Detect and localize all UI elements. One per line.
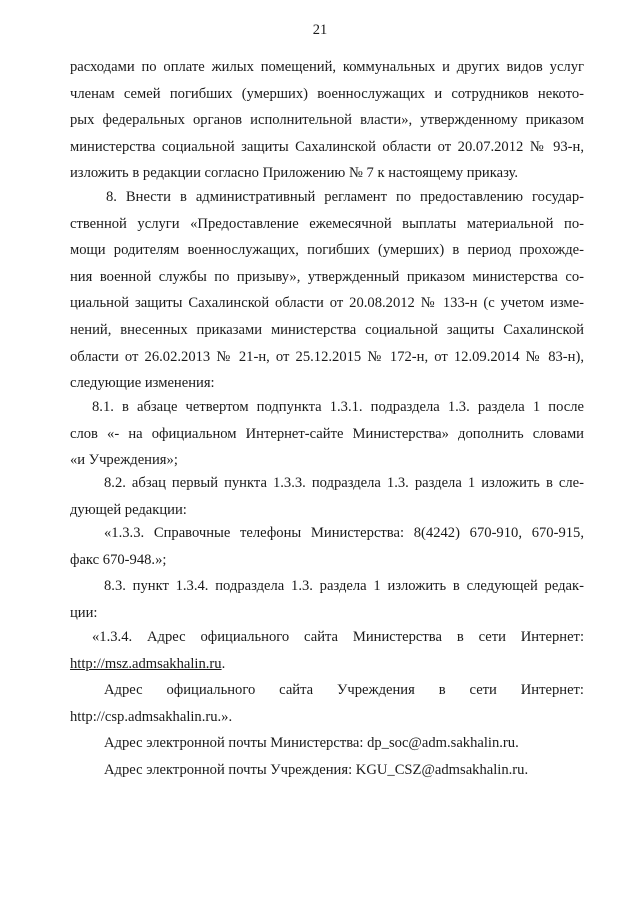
- text-line: [70, 651, 584, 678]
- text-line: рых федеральных органов исполнительной власти», утвержденному приказом: [70, 112, 584, 129]
- text-line: Адрес официального сайта Учреждения в сети Интернет:: [104, 682, 584, 698]
- paragraph-item-8-3: [70, 573, 584, 626]
- paragraph-institution-site: [70, 677, 584, 730]
- text-line: ния военной службы по призыву», утвержденный приказом министерства со-: [70, 268, 584, 285]
- text-line: http://csp.admsakhalin.ru.».: [70, 708, 233, 725]
- paragraph-item-8: [70, 184, 584, 397]
- text-line: 8.3. пункт 1.3.4. подраздела 1.3. раздела 1 изложить в следующей редак-: [104, 578, 584, 594]
- ministry-site-link[interactable]: http://msz.admsakhalin.ru: [70, 655, 222, 672]
- text-line: ственной услуги «Предоставление ежемесячной выплаты материальной по-: [70, 215, 584, 232]
- text-line: расходами по оплате жилых помещений, коммунальных и других видов услуг: [70, 59, 584, 75]
- text-line: дующей редакции:: [70, 501, 187, 518]
- text-line: министерства социальной защиты Сахалинской области от 20.07.2012 № 93-н,: [70, 138, 584, 155]
- paragraph-continuation: [70, 54, 584, 187]
- text-line: 8. Внести в административный регламент по предоставлению государ-: [106, 189, 584, 205]
- page-number: 21: [312, 22, 328, 38]
- paragraph-ministry-email: [70, 730, 584, 757]
- text-line: области от 26.02.2013 № 21-н, от 25.12.2015 № 172-н, от 12.09.2014 № 83-н),: [70, 348, 584, 365]
- text-line: ции:: [70, 604, 98, 621]
- text-line: членам семей погибших (умерших) военнослужащих и сотрудников некото-: [70, 85, 584, 102]
- paragraph-institution-email: [70, 757, 584, 784]
- text-line: 8.2. абзац первый пункта 1.3.3. подраздела 1.3. раздела 1 изложить в сле-: [104, 475, 584, 491]
- text-line: Адрес электронной почты Учреждения: KGU_CSZ@admsakhalin.ru.: [104, 762, 529, 778]
- text-line: «1.3.4. Адрес официального сайта Министерства в сети Интернет:: [92, 629, 584, 645]
- paragraph-phones: [70, 520, 584, 573]
- link-tail: .: [221, 655, 226, 672]
- text-line: Адрес электронной почты Министерства: dp_soc@adm.sakhalin.ru.: [104, 735, 519, 751]
- text-line: нений, внесенных приказами министерства социальной защиты Сахалинской: [70, 321, 584, 338]
- paragraph-website: [70, 624, 584, 677]
- paragraph-item-8-2: [70, 470, 584, 523]
- paragraph-item-8-1: [70, 394, 584, 474]
- text-line: слов «- на официальном Интернет-сайте Министерства» дополнить словами: [70, 425, 584, 442]
- text-line: факс 670-948.»;: [70, 551, 167, 568]
- text-line: «1.3.3. Справочные телефоны Министерства: 8(4242) 670-910, 670-915,: [104, 525, 584, 541]
- text-line: следующие изменения:: [70, 375, 215, 392]
- text-line: «и Учреждения»;: [70, 452, 178, 469]
- text-line: 8.1. в абзаце четвертом подпункта 1.3.1. подраздела 1.3. раздела 1 после: [92, 399, 584, 415]
- text-line: изложить в редакции согласно Приложению № 7 к настоящему приказу.: [70, 165, 519, 182]
- text-line: мощи родителям военнослужащих, погибших (умерших) в период прохожде-: [70, 242, 584, 259]
- text-line: циальной защиты Сахалинской области от 20.08.2012 № 133-н (с учетом изме-: [70, 295, 584, 312]
